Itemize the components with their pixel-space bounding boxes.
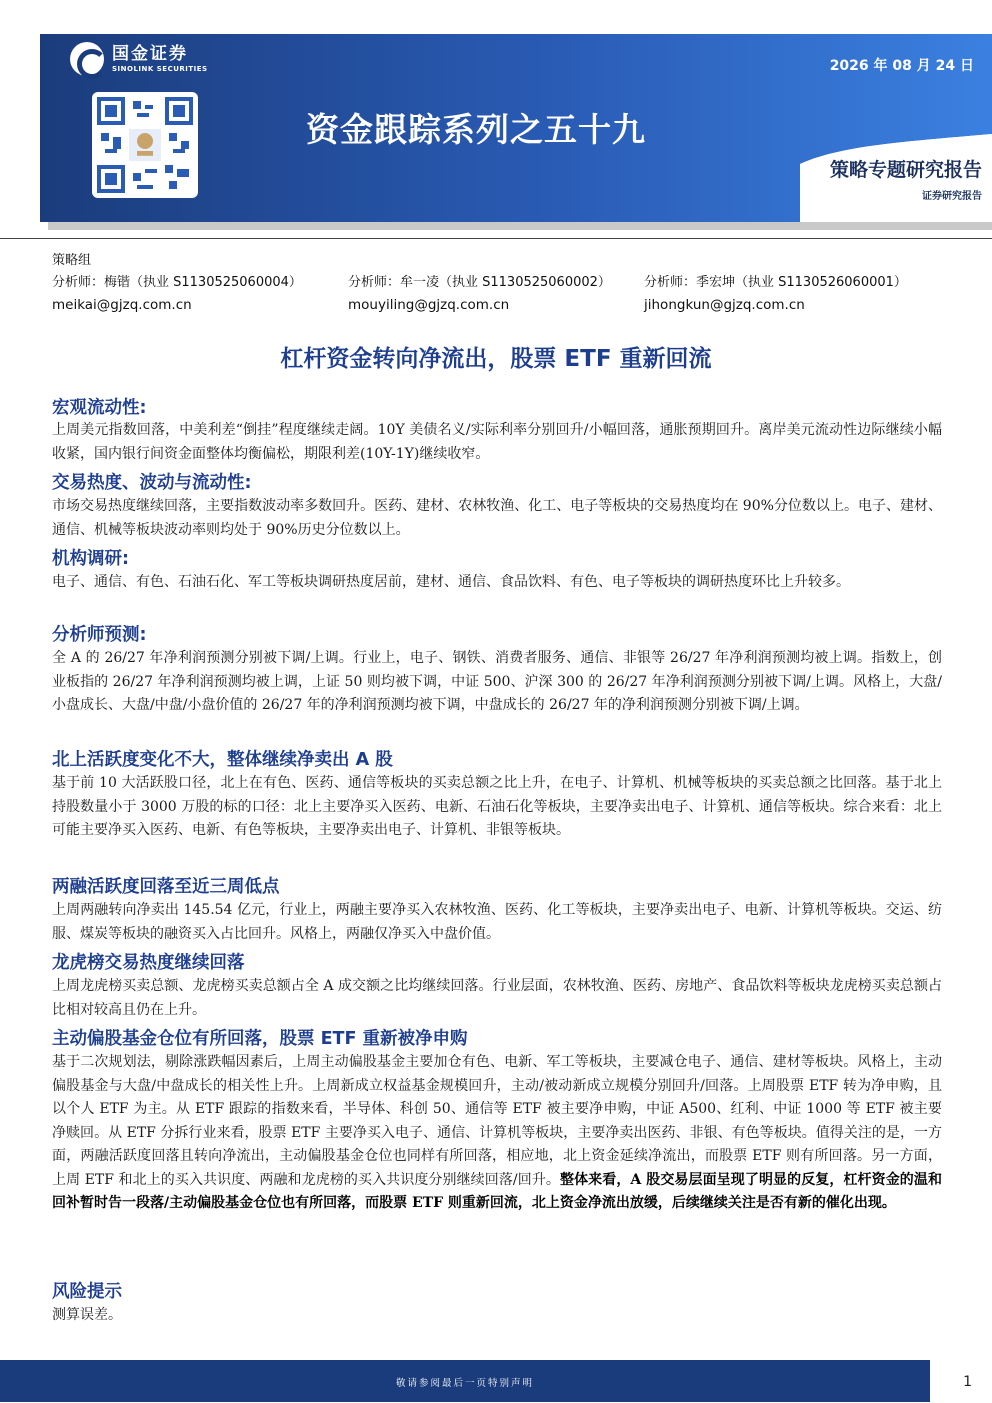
section-heading-fund-position: 主动偏股基金仓位有所回落，股票 ETF 重新被净申购 — [52, 1029, 468, 1049]
section-body-northbound: 基于前 10 大活跃股口径，北上在有色、医药、通信等板块的买卖总额之比上升，在电子、计算机、机械等板块的买卖总额之比回落。基于北上持股数量小于 3000 万股的标的口径：北上主要净买入医药、电新、石油石化等板块，主要净卖出电子、计算机、通信等板块。综合来看：北上可能主要净买入医药、电新、有色等板块，主要净卖出电子、计算机、非银等板块。 — [52, 775, 942, 838]
team-label: 策略组 — [52, 253, 92, 268]
series-title: 资金跟踪系列之五十九 — [306, 110, 646, 149]
report-type: 策略专题研究报告 — [829, 159, 982, 181]
analyst-1-label: 分析师：梅锴（执业 S1130525060004） — [52, 275, 302, 290]
section-heading-institution-research: 机构调研: — [52, 549, 129, 569]
section-heading-analyst-forecast: 分析师预测: — [52, 625, 147, 645]
analyst-3-label: 分析师：季宏坤（执业 S1130526060001） — [644, 275, 907, 290]
analyst-2 — [348, 272, 611, 316]
section-body-macro-liquidity: 上周美元指数回落，中美利差“倒挂”程度继续走阔。10Y 美债名义/实际利率分别回升/小幅回落，通胀预期回升。离岸美元流动性边际继续小幅收紧，国内银行间资金面整体均衡偏松，期限利差(10Y-1Y)继续收窄。 — [52, 422, 942, 462]
section-body-margin-trading: 上周两融转向净卖出 145.54 亿元，行业上，两融主要净买入农林牧渔、医药、化工等板块，主要净卖出电子、电新、计算机等板块。交运、纺服、煤炭等板块的融资买入占比回升。风格上，两融仅净买入中盘价值。 — [52, 902, 942, 942]
section-body-analyst-forecast: 全 A 的 26/27 年净利润预测分别被下调/上调。行业上，电子、钢铁、消费者服务、通信、非银等 26/27 年净利润预测均被上调。指数上，创业板指的 26/27 年净利润预测均被上调，上证 50 则均被下调，中证 500、沪深 300 的 26/27 年净利润预测分别被下调/上调。风格上，大盘/小盘成长、大盘/中盘/小盘价值的 26/27 年的净利润预测均被下调，中盘成长的 26/27 年的净利润预测分别被下调/上调。 — [52, 650, 942, 713]
section-heading-macro-liquidity: 宏观流动性: — [52, 398, 147, 418]
report-date: 2026 年 08 月 24 日 — [829, 58, 974, 74]
section-body-fund-position — [52, 1051, 942, 1216]
section-heading-trading-heat: 交易热度、波动与流动性: — [52, 473, 252, 493]
analyst-2-label: 分析师：牟一凌（执业 S1130525060002） — [348, 275, 611, 290]
main-title: 杠杆资金转向净流出，股票 ETF 重新回流 — [280, 346, 712, 372]
section-heading-northbound: 北上活跃度变化不大，整体继续净卖出 A 股 — [52, 750, 393, 770]
section-body-risk: 测算误差。 — [52, 1307, 122, 1323]
section-heading-margin-trading: 两融活跃度回落至近三周低点 — [52, 877, 280, 897]
fund-position-body-text: 基于二次规划法，剔除涨跌幅因素后，上周主动偏股基金主要加仓有色、电新、军工等板块，主要减仓电子、通信、建材等板块。风格上，主动偏股基金与大盘/中盘成长的相关性上升。上周新成立权益基金规模回升，主动/被动新成立规模分别回升/回落。上周股票 ETF 转为净申购，且以个人 ETF 为主。从 ETF 跟踪的指数来看，半导体、科创 50、通信等 ETF 被主要净申购，中证 A500、红利、中证 1000 等 ETF 被主要净赎回。从 ETF 分拆行业来看，股票 ETF 主要净买入电子、通信、计算机等板块，主要净卖出医药、非银、有色等板块。值得关注的是，一方面，两融活跃度回落且转向净流出，主动偏股基金仓位也同样有所回落，相应地，北上资金延续净流出，而股票 ETF 则有所回落。另一方面，上周 ETF 和北上的买入共识度、两融和龙虎榜的买入共识度分别继续回落/回升。 — [52, 1054, 942, 1188]
company-name-en: SINOLINK SECURITIES — [112, 65, 208, 73]
analyst-1 — [52, 272, 302, 316]
section-heading-risk: 风险提示 — [52, 1282, 122, 1302]
section-heading-dragon-tiger: 龙虎榜交易热度继续回落 — [52, 953, 245, 973]
page-number: 1 — [963, 1374, 972, 1390]
header-divider — [0, 238, 992, 239]
section-body-trading-heat: 市场交易热度继续回落，主要指数波动率多数回升。医药、建材、农林牧渔、化工、电子等板块的交易热度均在 90%分位数以上。电子、建材、通信、机械等板块波动率则均处于 90%历史分位数以上。 — [52, 498, 942, 538]
report-subtype: 证券研究报告 — [922, 191, 982, 202]
sinolink-logo-icon — [70, 42, 104, 76]
section-body-dragon-tiger: 上周龙虎榜买卖总额、龙虎榜买卖总额占全 A 成交额之比均继续回落。行业层面，农林牧渔、医药、房地产、食品饮料等板块龙虎榜买卖总额占比相对较高且仍在上升。 — [52, 978, 942, 1018]
qr-code — [92, 92, 198, 198]
analyst-3 — [644, 272, 907, 316]
fund-position-conclusion: 整体来看，A 股交易层面呈现了明显的反复，杠杆资金的温和回补暂时告一段落/主动偏股基金仓位也有所回落，而股票 ETF 则重新回流，北上资金净流出放缓，后续继续关注是否有新的催化出现。 — [52, 1171, 942, 1211]
analyst-1-email[interactable]: meikai@gjzq.com.cn — [52, 297, 192, 313]
company-name-cn: 国金证券 — [112, 44, 188, 64]
company-logo — [70, 42, 208, 76]
analyst-2-email[interactable]: mouyiling@gjzq.com.cn — [348, 297, 510, 313]
footer-disclaimer-notice: 敬请参阅最后一页特别声明 — [395, 1378, 534, 1389]
qr-code-icon — [97, 97, 193, 193]
analyst-3-email[interactable]: jihongkun@gjzq.com.cn — [644, 297, 805, 313]
section-body-institution-research: 电子、通信、有色、石油石化、军工等板块调研热度居前，建材、通信、食品饮料、有色、电子等板块的调研热度环比上升较多。 — [52, 574, 850, 590]
